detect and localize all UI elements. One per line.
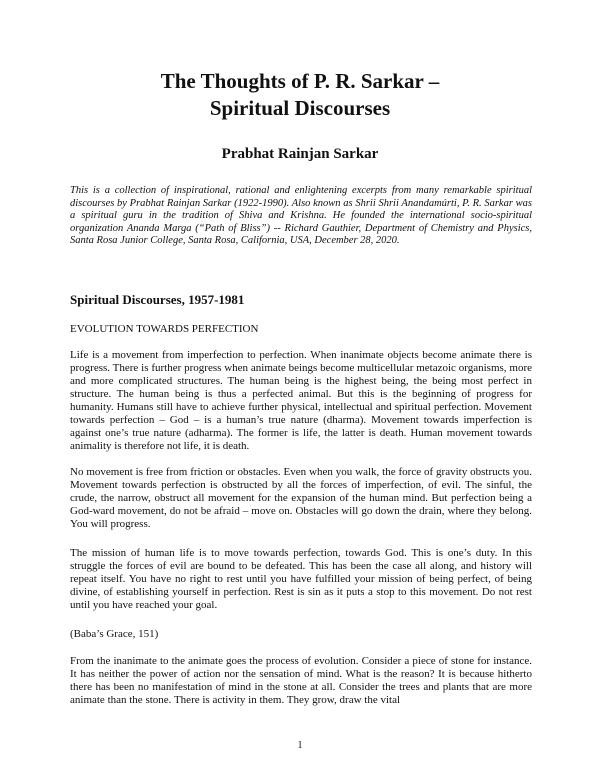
document-title (0, 68, 600, 122)
body-paragraph: From the inanimate to the animate goes the process of evolution. Consider a piece of stone for instance. It has neither the power of action nor the sensation of mind. What is the reason? It is because hitherto there has been no manifestation of mind in the stone at all. Consider the trees and plants that are more animate than the stone. There is activity in them. They grow, draw the vital (70, 655, 532, 706)
author-name: Prabhat Rainjan Sarkar (221, 146, 379, 162)
title-line-1: The Thoughts of P. R. Sarkar – (160, 69, 440, 93)
abstract-paragraph: This is a collection of inspirational, rational and enlightening excerpts from many remarkable spiritual discourses by Prabhat Rainjan Sarkar (1922-1990). Also known as Shrii Shrii Anandamúrti, P. R. Sarkar was a spiritual guru in the tradition of Shiva and Krishna. He founded the international socio-spiritual organization Ananda Marga (“Path of Bliss”) -- Richard Gauthier, Department of Chemistry and Physics, Santa Rosa Junior College, Santa Rosa, California, USA, December 28, 2020. (70, 185, 532, 247)
page-number: 1 (297, 740, 303, 751)
body-paragraph: Life is a movement from imperfection to perfection. When inanimate objects become animate there is progress. There is further progress when animate beings become multicellular metazoic organisms, more and more complicated structures. The human being is the highest being, the being most perfect in structure. The human being is thus a perfected animal. But this is the beginning of progress for humanity. Humans still have to achieve further physical, intellectual and spiritual perfection. Movement towards perfection – God – is a human’s true nature (dharma). Movement towards imperfection is against one’s true nature (adharma). The former is life, the latter is death. Human movement towards animality is therefore not life, it is death. (70, 349, 532, 452)
title-line-2: Spiritual Discourses (209, 96, 391, 120)
subheading: EVOLUTION TOWARDS PERFECTION (70, 323, 259, 335)
section-heading: Spiritual Discourses, 1957-1981 (70, 292, 245, 307)
body-paragraph: No movement is free from friction or obstacles. Even when you walk, the force of gravity obstructs you. Movement towards perfection is obstructed by all the forces of imperfection, of evil. The sinful, the crude, the narrow, obstruct all movement for the expansion of the human mind. But perfection being a God-ward movement, do not be afraid – move on. Obstacles will go down the drain, where they belong. You will progress. (70, 466, 532, 530)
citation: (Baba’s Grace, 151) (70, 628, 159, 640)
body-paragraph: The mission of human life is to move towards perfection, towards God. This is one’s duty. In this struggle the forces of evil are bound to be defeated. This has been the case all along, and history will repeat itself. You have no right to rest until you have fulfilled your mission of being perfect, of being divine, of establishing yourself in perfection. Rest is sin as it puts a stop to this movement. Do not rest until you have reached your goal. (70, 547, 532, 611)
